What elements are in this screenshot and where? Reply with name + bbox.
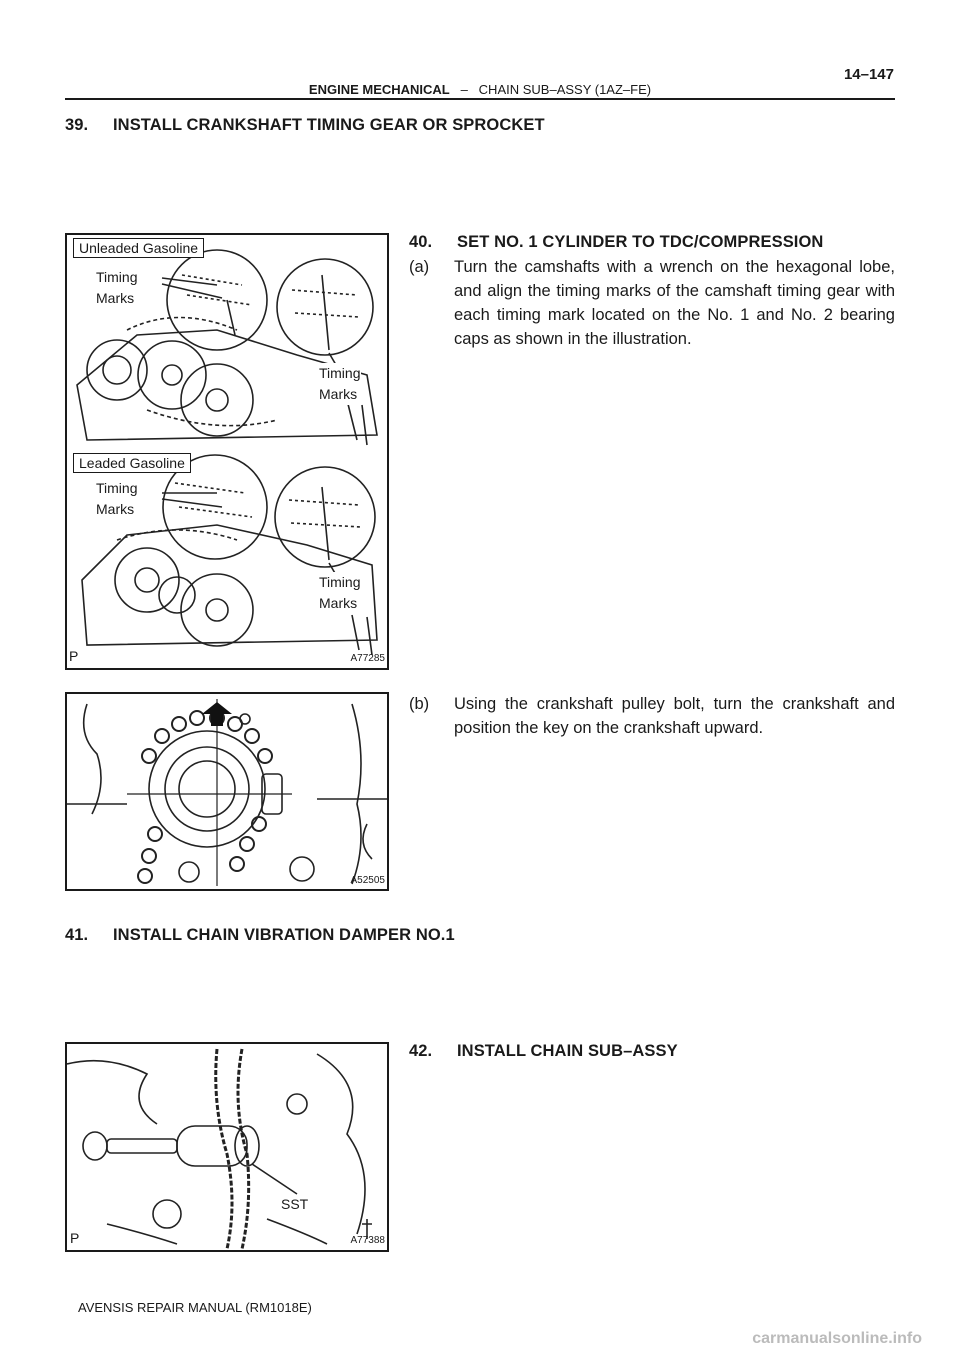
header-separator: – bbox=[460, 82, 468, 97]
figure-chain-sst bbox=[65, 1042, 389, 1252]
timing-marks-label-1-line1: Timing bbox=[96, 269, 138, 285]
figure-3-code: A77388 bbox=[350, 1235, 385, 1246]
header-section: ENGINE MECHANICAL bbox=[308, 82, 450, 97]
timing-marks-label-3 bbox=[96, 478, 138, 520]
step-39-heading bbox=[65, 116, 545, 135]
running-header bbox=[0, 82, 960, 97]
figure-1-corner-mark: P bbox=[69, 648, 79, 664]
tag-leaded-gasoline: Leaded Gasoline bbox=[73, 453, 191, 473]
step-42-number: 42. bbox=[409, 1042, 433, 1060]
timing-marks-label-1-line2: Marks bbox=[96, 290, 135, 306]
timing-marks-label-2-line1: Timing bbox=[319, 365, 361, 381]
step-40-number: 40. bbox=[409, 233, 433, 251]
step-42-heading bbox=[409, 1042, 678, 1061]
figure-2-code: A52505 bbox=[350, 875, 385, 886]
timing-marks-label-4-line1: Timing bbox=[319, 574, 361, 590]
timing-marks-label-3-line1: Timing bbox=[96, 480, 138, 496]
step-40-heading bbox=[409, 233, 823, 252]
sst-label: SST bbox=[281, 1196, 309, 1212]
timing-marks-label-4-line2: Marks bbox=[319, 595, 358, 611]
step-40a bbox=[409, 255, 895, 351]
timing-marks-label-1 bbox=[96, 267, 138, 309]
figure-camshaft-timing-marks bbox=[65, 233, 389, 670]
header-rule bbox=[65, 98, 895, 100]
figure-3-corner-mark: P bbox=[70, 1230, 80, 1246]
header-subsection: CHAIN SUB–ASSY (1AZ–FE) bbox=[478, 82, 652, 97]
step-40-title: SET NO. 1 CYLINDER TO TDC/COMPRESSION bbox=[457, 233, 824, 251]
crankshaft-illustration bbox=[67, 694, 387, 889]
step-41-heading bbox=[65, 926, 455, 945]
page-number: 14–147 bbox=[843, 66, 894, 83]
step-40a-label: (a) bbox=[409, 258, 430, 276]
timing-marks-label-2 bbox=[319, 363, 361, 405]
step-42-title: INSTALL CHAIN SUB–ASSY bbox=[457, 1042, 678, 1060]
step-41-number: 41. bbox=[65, 926, 89, 944]
timing-marks-label-2-line2: Marks bbox=[319, 386, 358, 402]
footer-manual-id: AVENSIS REPAIR MANUAL (RM1018E) bbox=[78, 1300, 312, 1315]
step-39-title: INSTALL CRANKSHAFT TIMING GEAR OR SPROCKET bbox=[113, 116, 545, 134]
step-39-number: 39. bbox=[65, 116, 89, 134]
step-40b bbox=[409, 692, 895, 740]
timing-marks-label-4 bbox=[319, 572, 361, 614]
step-41-title: INSTALL CHAIN VIBRATION DAMPER NO.1 bbox=[113, 926, 455, 944]
chain-illustration bbox=[67, 1044, 387, 1250]
figure-crankshaft-key bbox=[65, 692, 389, 891]
step-40b-text: Using the crankshaft pulley bolt, turn the crankshaft and position the key on the crankshaft upward. bbox=[454, 695, 895, 737]
tag-unleaded-gasoline: Unleaded Gasoline bbox=[73, 238, 204, 258]
step-40b-label: (b) bbox=[409, 695, 430, 713]
watermark: carmanualsonline.info bbox=[752, 1330, 922, 1347]
step-40a-text: Turn the camshafts with a wrench on the hexagonal lobe, and align the timing marks of the camshaft timing gear with each timing mark located on the No. 1 and No. 2 bearing caps as shown in the illustration. bbox=[454, 258, 895, 348]
timing-marks-label-3-line2: Marks bbox=[96, 501, 135, 517]
figure-1-code: A77285 bbox=[350, 653, 385, 664]
